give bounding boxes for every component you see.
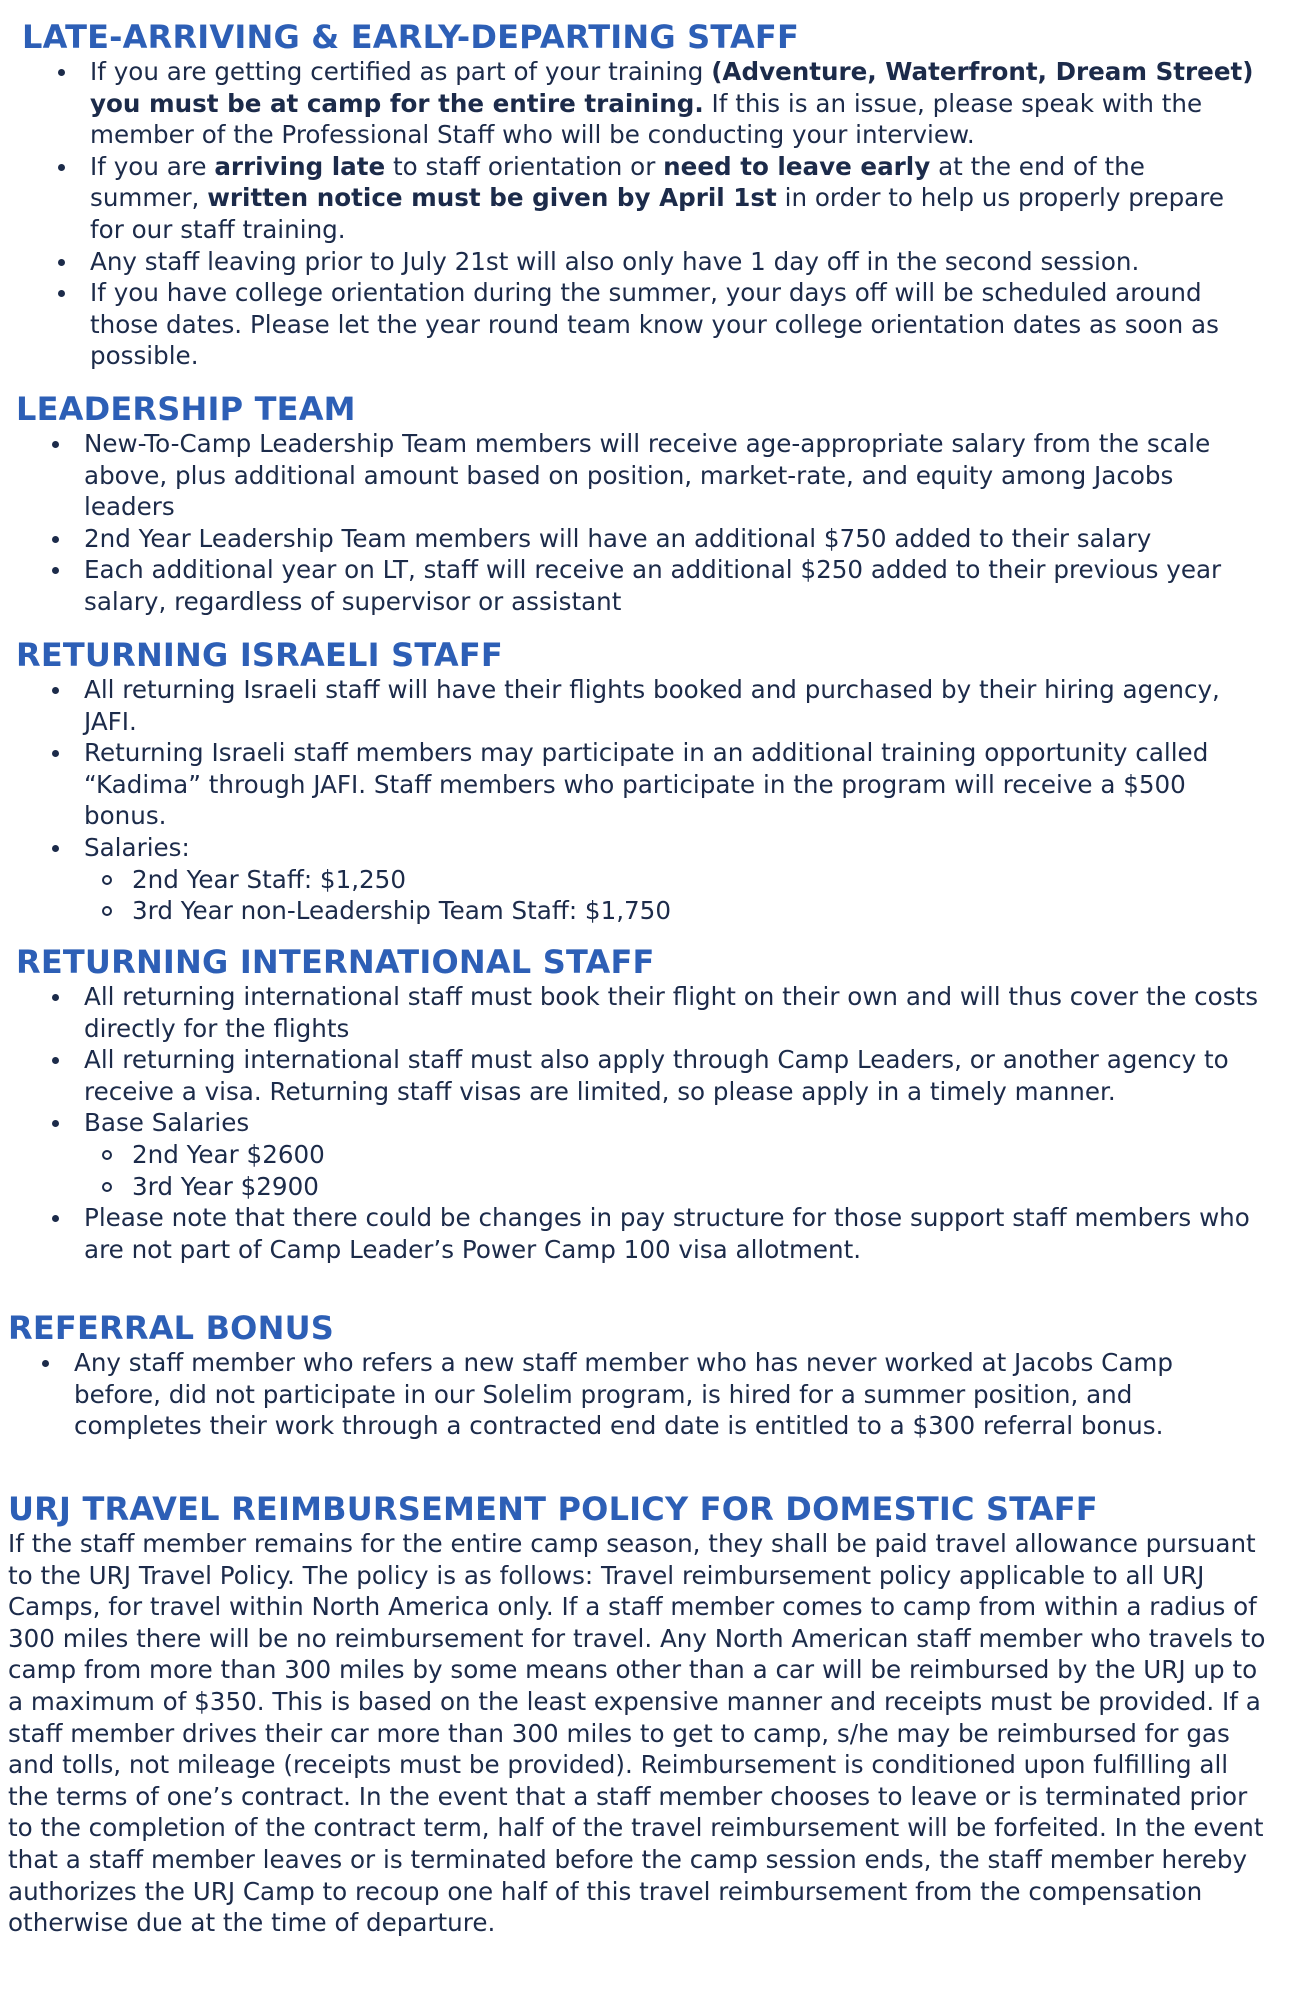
section-title: LATE-ARRIVING & EARLY-DEPARTING STAFF xyxy=(22,18,800,56)
list-item: Salaries: xyxy=(44,832,1256,864)
list-item: If you have college orientation during the summer, your days off will be scheduled around those dates. Please let the year round team know your college orientation dates as soon as possible. xyxy=(50,277,1262,372)
list-item: Each additional year on LT, staff will receive an additional $250 added to their previous year salary, regardless of supervisor or assistant xyxy=(44,554,1256,617)
list-item: All returning international staff must book their flight on their own and will thus cover the costs directly for the flights xyxy=(44,981,1266,1044)
list-item: Returning Israeli staff members may participate in an additional training opportunity called “Kadima” through JAFI. Staff members who participate in the program will receive a $500 bonus. xyxy=(44,737,1256,832)
bullet-list xyxy=(44,674,1256,927)
bullet-list xyxy=(34,1347,1248,1442)
sub-list-item: 3rd Year $2900 xyxy=(44,1171,1266,1203)
list-item: 2nd Year Leadership Team members will have an additional $750 added to their salary xyxy=(44,523,1256,555)
section-title: RETURNING INTERNATIONAL STAFF xyxy=(16,943,655,981)
list-item: Any staff leaving prior to July 21st will also only have 1 day off in the second session. xyxy=(50,246,1262,278)
bullet-list xyxy=(44,428,1256,618)
section-title: RETURNING ISRAELI STAFF xyxy=(16,636,503,674)
bullet-list xyxy=(44,981,1266,1265)
referral-bonus-section xyxy=(8,1309,1248,1442)
sub-list-item: 2nd Year $2600 xyxy=(44,1139,1266,1171)
section-title: LEADERSHIP TEAM xyxy=(16,390,356,428)
section-title: REFERRAL BONUS xyxy=(8,1309,335,1347)
travel-reimbursement-section xyxy=(8,1490,1270,1939)
sub-list-item: 3rd Year non-Leadership Team Staff: $1,750 xyxy=(44,895,1256,927)
list-item: All returning Israeli staff will have their flights booked and purchased by their hiring agency, JAFI. xyxy=(44,674,1256,737)
returning-international-section xyxy=(16,943,1266,1265)
section-title: URJ TRAVEL REIMBURSEMENT POLICY FOR DOMESTIC STAFF xyxy=(8,1490,1098,1528)
late-arriving-section xyxy=(22,18,1262,372)
list-item: All returning international staff must also apply through Camp Leaders, or another agency to receive a visa. Returning staff visas are limited, so please apply in a timely manner. xyxy=(44,1044,1266,1107)
list-item: Any staff member who refers a new staff member who has never worked at Jacobs Camp before, did not participate in our Solelim program, is hired for a summer position, and completes their work through a contracted end date is entitled to a $300 referral bonus. xyxy=(34,1347,1248,1442)
list-item: If you are arriving late to staff orientation or need to leave early at the end of the summer, written notice must be given by April 1st in order to help us properly prepare for our staff training. xyxy=(50,151,1262,246)
leadership-section xyxy=(16,390,1256,618)
list-item: If you are getting certified as part of your training (Adventure, Waterfront, Dream Street) you must be at camp for the entire training. If this is an issue, please speak with the member of the Professional Staff who will be conducting your interview. xyxy=(50,56,1262,151)
policy-paragraph: If the staff member remains for the entire camp season, they shall be paid travel allowance pursuant to the URJ Travel Policy. The policy is as follows: Travel reimbursement policy applicable to all URJ Camps, for travel within North America only. If a staff member comes to camp from within a radius of 300 miles there will be no reimbursement for travel. Any North American staff member who travels to camp from more than 300 miles by some means other than a car will be reimbursed by the URJ up to a maximum of $350. This is based on the least expensive manner and receipts must be provided. If a staff member drives their car more than 300 miles to get to camp, s/he may be reimbursed for gas and tolls, not mileage (receipts must be provided). Reimbursement is conditioned upon fulfilling all the terms of one’s contract. In the event that a staff member chooses to leave or is terminated prior to the completion of the contract term, half of the travel reimbursement will be forfeited. In the event that a staff member leaves or is terminated before the camp session ends, the staff member hereby authorizes the URJ Camp to recoup one half of this travel reimbursement from the compensation otherwise due at the time of departure. xyxy=(8,1529,1266,1938)
list-item: New-To-Camp Leadership Team members will receive age-appropriate salary from the scale above, plus additional amount based on position, market-rate, and equity among Jacobs leaders xyxy=(44,428,1256,523)
bullet-list xyxy=(50,56,1262,372)
list-item: Base Salaries xyxy=(44,1107,1266,1139)
list-item: Please note that there could be changes in pay structure for those support staff members who are not part of Camp Leader’s Power Camp 100 visa allotment. xyxy=(44,1202,1266,1265)
returning-israeli-section xyxy=(16,636,1256,927)
sub-list-item: 2nd Year Staff: $1,250 xyxy=(44,864,1256,896)
